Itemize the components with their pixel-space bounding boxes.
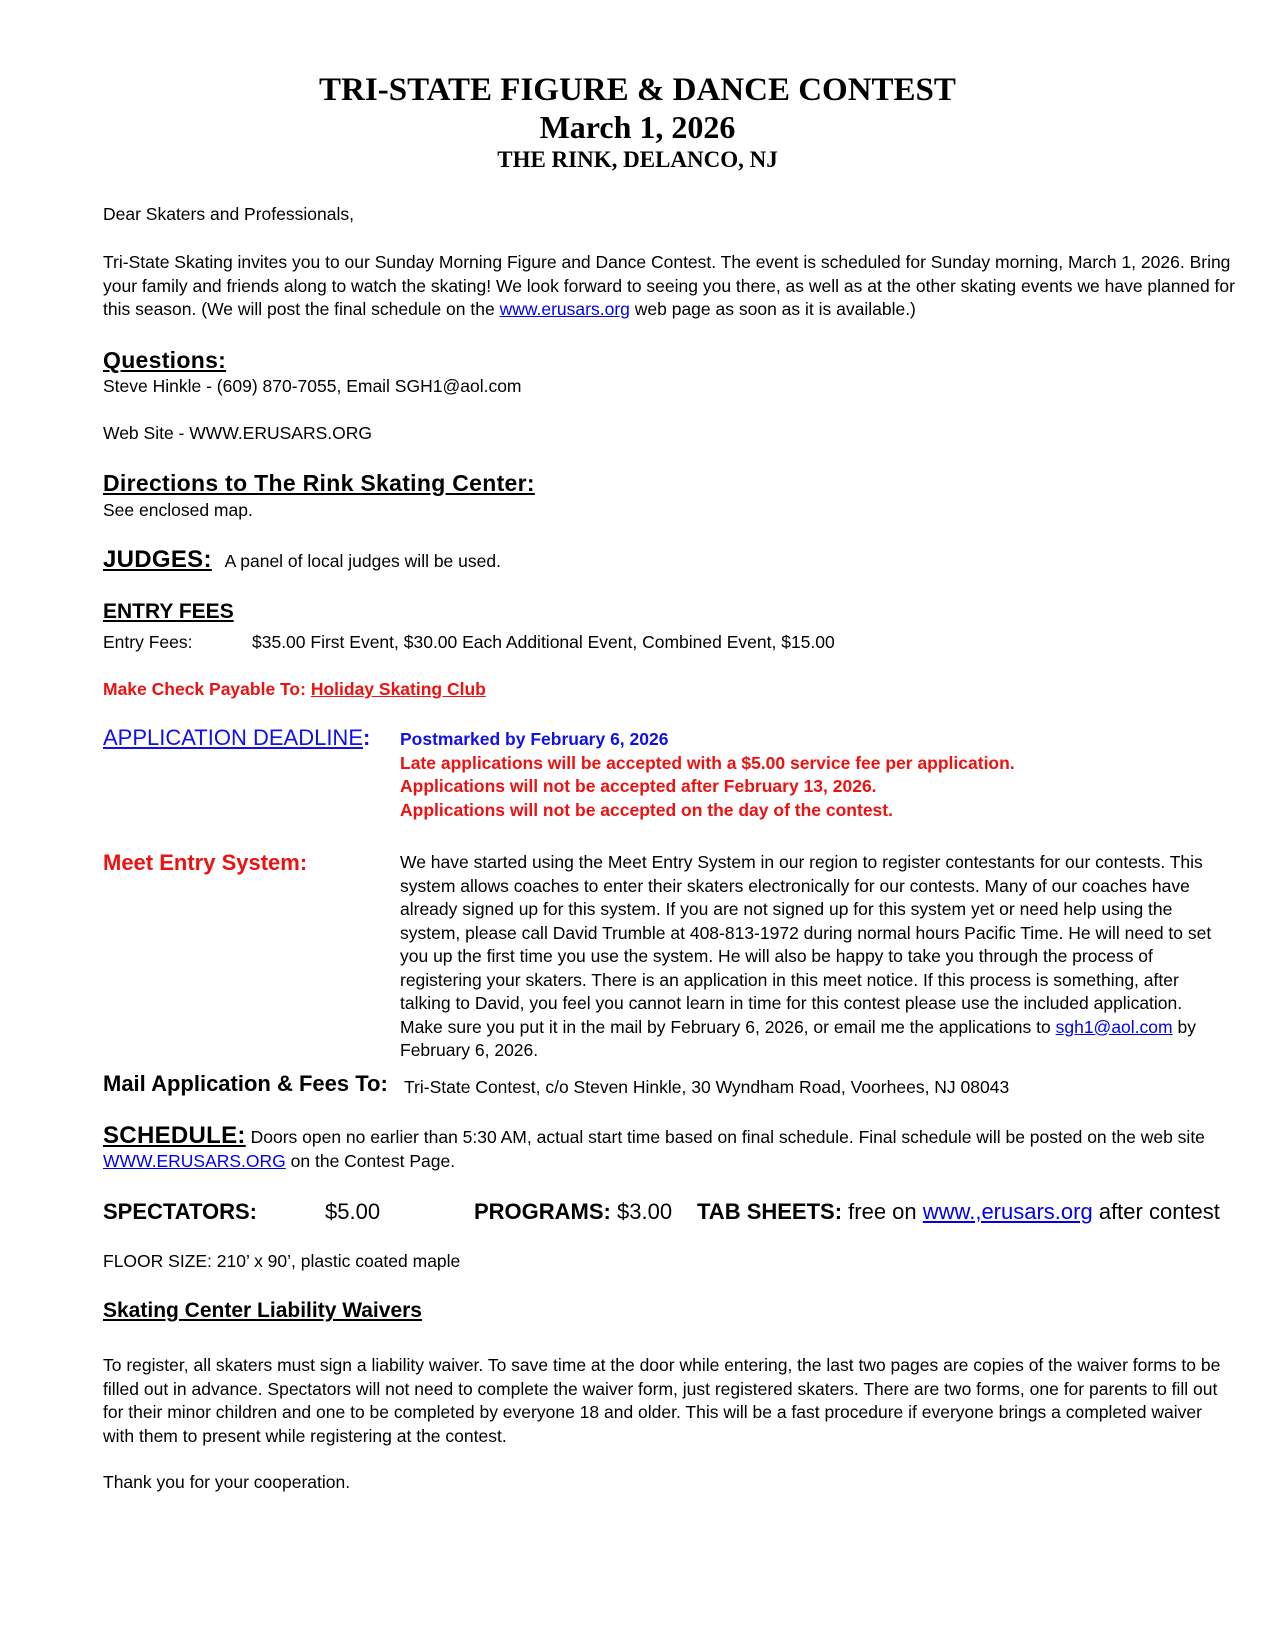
schedule-text-end: on the Contest Page. bbox=[285, 1150, 456, 1171]
programs-value: $3.00 bbox=[617, 1199, 673, 1224]
mail-address: Tri-State Contest, c/o Steven Hinkle, 30 Wyndham Road, Voorhees, NJ 08043 bbox=[404, 1077, 1010, 1097]
payable-row bbox=[103, 679, 486, 700]
entry-fees-label: Entry Fees: bbox=[103, 632, 193, 652]
schedule-text: Doors open no earlier than 5:30 AM, actual start time based on final schedule. Final schedule will be posted on the web site bbox=[250, 1127, 1205, 1147]
meet-entry-email-link[interactable]: sgh1@aol.com bbox=[1055, 1016, 1173, 1037]
questions-contact: Steve Hinkle - (609) 870-7055, Email SGH1@aol.com bbox=[103, 376, 522, 396]
entry-fees-value: $35.00 First Event, $30.00 Each Additional Event, Combined Event, $15.00 bbox=[252, 632, 835, 652]
mail-label: Mail Application & Fees To: bbox=[103, 1071, 388, 1096]
judges-row bbox=[103, 546, 501, 574]
spectators-label: SPECTATORS: bbox=[103, 1199, 258, 1224]
questions-heading: Questions: bbox=[103, 347, 227, 373]
intro-text-end: web page as soon as it is available.) bbox=[629, 299, 916, 319]
event-date: March 1, 2026 bbox=[539, 109, 736, 145]
intro-paragraph bbox=[103, 251, 1235, 322]
waivers-heading: Skating Center Liability Waivers bbox=[103, 1299, 422, 1322]
tab-sheets-row bbox=[697, 1199, 1220, 1225]
schedule-paragraph bbox=[103, 1124, 1235, 1173]
intro-website-link[interactable]: www.erusars.org bbox=[499, 299, 630, 319]
tab-sheets-link[interactable]: www.,erusars.org bbox=[922, 1199, 1093, 1224]
schedule-heading: SCHEDULE: bbox=[103, 1122, 246, 1149]
deadline-heading-row bbox=[103, 725, 370, 751]
deadline-cutoff: Applications will not be accepted after February 13, 2026. bbox=[400, 776, 877, 796]
meet-entry-heading: Meet Entry System: bbox=[103, 850, 308, 875]
meet-entry-text: We have started using the Meet Entry System in our region to register contestants for our contests. This system allows coaches to enter their skaters electronically for our contests. Many of our coaches have already signed up for this system. If you are not signed up for this system yet or need help using the system, please call David Trumble at 408-813-1972 during normal hours Pacific Time. He will need to set you up the first time you use the system. He will also be happy to take you through the process of registering your skaters. There is an application in this meet notice. If this process is something, after talking to David, you feel you cannot learn in time for this contest please use the included application. Make sure you put it in the mail by February 6, 2026, or email me the applications to bbox=[400, 852, 1212, 1037]
deadline-colon: : bbox=[363, 725, 371, 750]
deadline-postmark: Postmarked by February 6, 2026 bbox=[400, 729, 669, 749]
meet-entry-paragraph bbox=[400, 851, 1220, 1063]
meet-entry-text-end: by February 6, 2026. bbox=[400, 1016, 1196, 1060]
judges-text: A panel of local judges will be used. bbox=[224, 551, 501, 571]
spectators-value: $5.00 bbox=[325, 1199, 381, 1224]
payable-label: Make Check Payable To: bbox=[103, 679, 306, 699]
greeting: Dear Skaters and Professionals, bbox=[103, 204, 354, 224]
closing: Thank you for your cooperation. bbox=[103, 1472, 351, 1492]
deadline-heading: APPLICATION DEADLINE bbox=[103, 725, 363, 750]
entry-fees-heading: ENTRY FEES bbox=[103, 600, 234, 623]
directions-text: See enclosed map. bbox=[103, 500, 253, 520]
programs-label: PROGRAMS: bbox=[474, 1199, 611, 1224]
judges-heading: JUDGES: bbox=[103, 546, 212, 573]
waivers-text: To register, all skaters must sign a liability waiver. To save time at the door while entering, the last two pages are copies of the waiver forms to be filled out in advance. Spectators will not need to complete the waiver form, just registered skaters. There are two forms, one for parents to fill out for their minor children and one to be completed by everyone 18 and older. This will be a fast procedure if everyone brings a completed waiver with them to present while registering at the contest. bbox=[103, 1355, 1221, 1446]
questions-website: Web Site - WWW.ERUSARS.ORG bbox=[103, 423, 373, 443]
floor-size: FLOOR SIZE: 210’ x 90’, plastic coated maple bbox=[103, 1251, 461, 1271]
programs-row bbox=[474, 1199, 672, 1225]
tab-sheets-text-end: after contest bbox=[1092, 1199, 1220, 1224]
page-title: TRI-STATE FIGURE & DANCE CONTEST bbox=[319, 72, 956, 108]
schedule-website-link[interactable]: WWW.ERUSARS.ORG bbox=[103, 1150, 286, 1171]
intro-text: Tri-State Skating invites you to our Sunday Morning Figure and Dance Contest. The event is scheduled for Sunday morning, March 1, 2026. Bring your family and friends along to watch the skating! We look forward to seeing you there, as well as at the other skating events we have planned for this season. (We will post the final schedule on the bbox=[103, 252, 1235, 319]
tab-sheets-label: TAB SHEETS: bbox=[697, 1199, 843, 1224]
event-venue: THE RINK, DELANCO, NJ bbox=[497, 147, 778, 172]
directions-heading: Directions to The Rink Skating Center: bbox=[103, 470, 535, 496]
deadline-day-of: Applications will not be accepted on the day of the contest. bbox=[400, 800, 893, 820]
deadline-late: Late applications will be accepted with a $5.00 service fee per application. bbox=[400, 753, 1015, 773]
tab-sheets-text: free on bbox=[842, 1199, 923, 1224]
payable-club: Holiday Skating Club bbox=[310, 679, 486, 699]
